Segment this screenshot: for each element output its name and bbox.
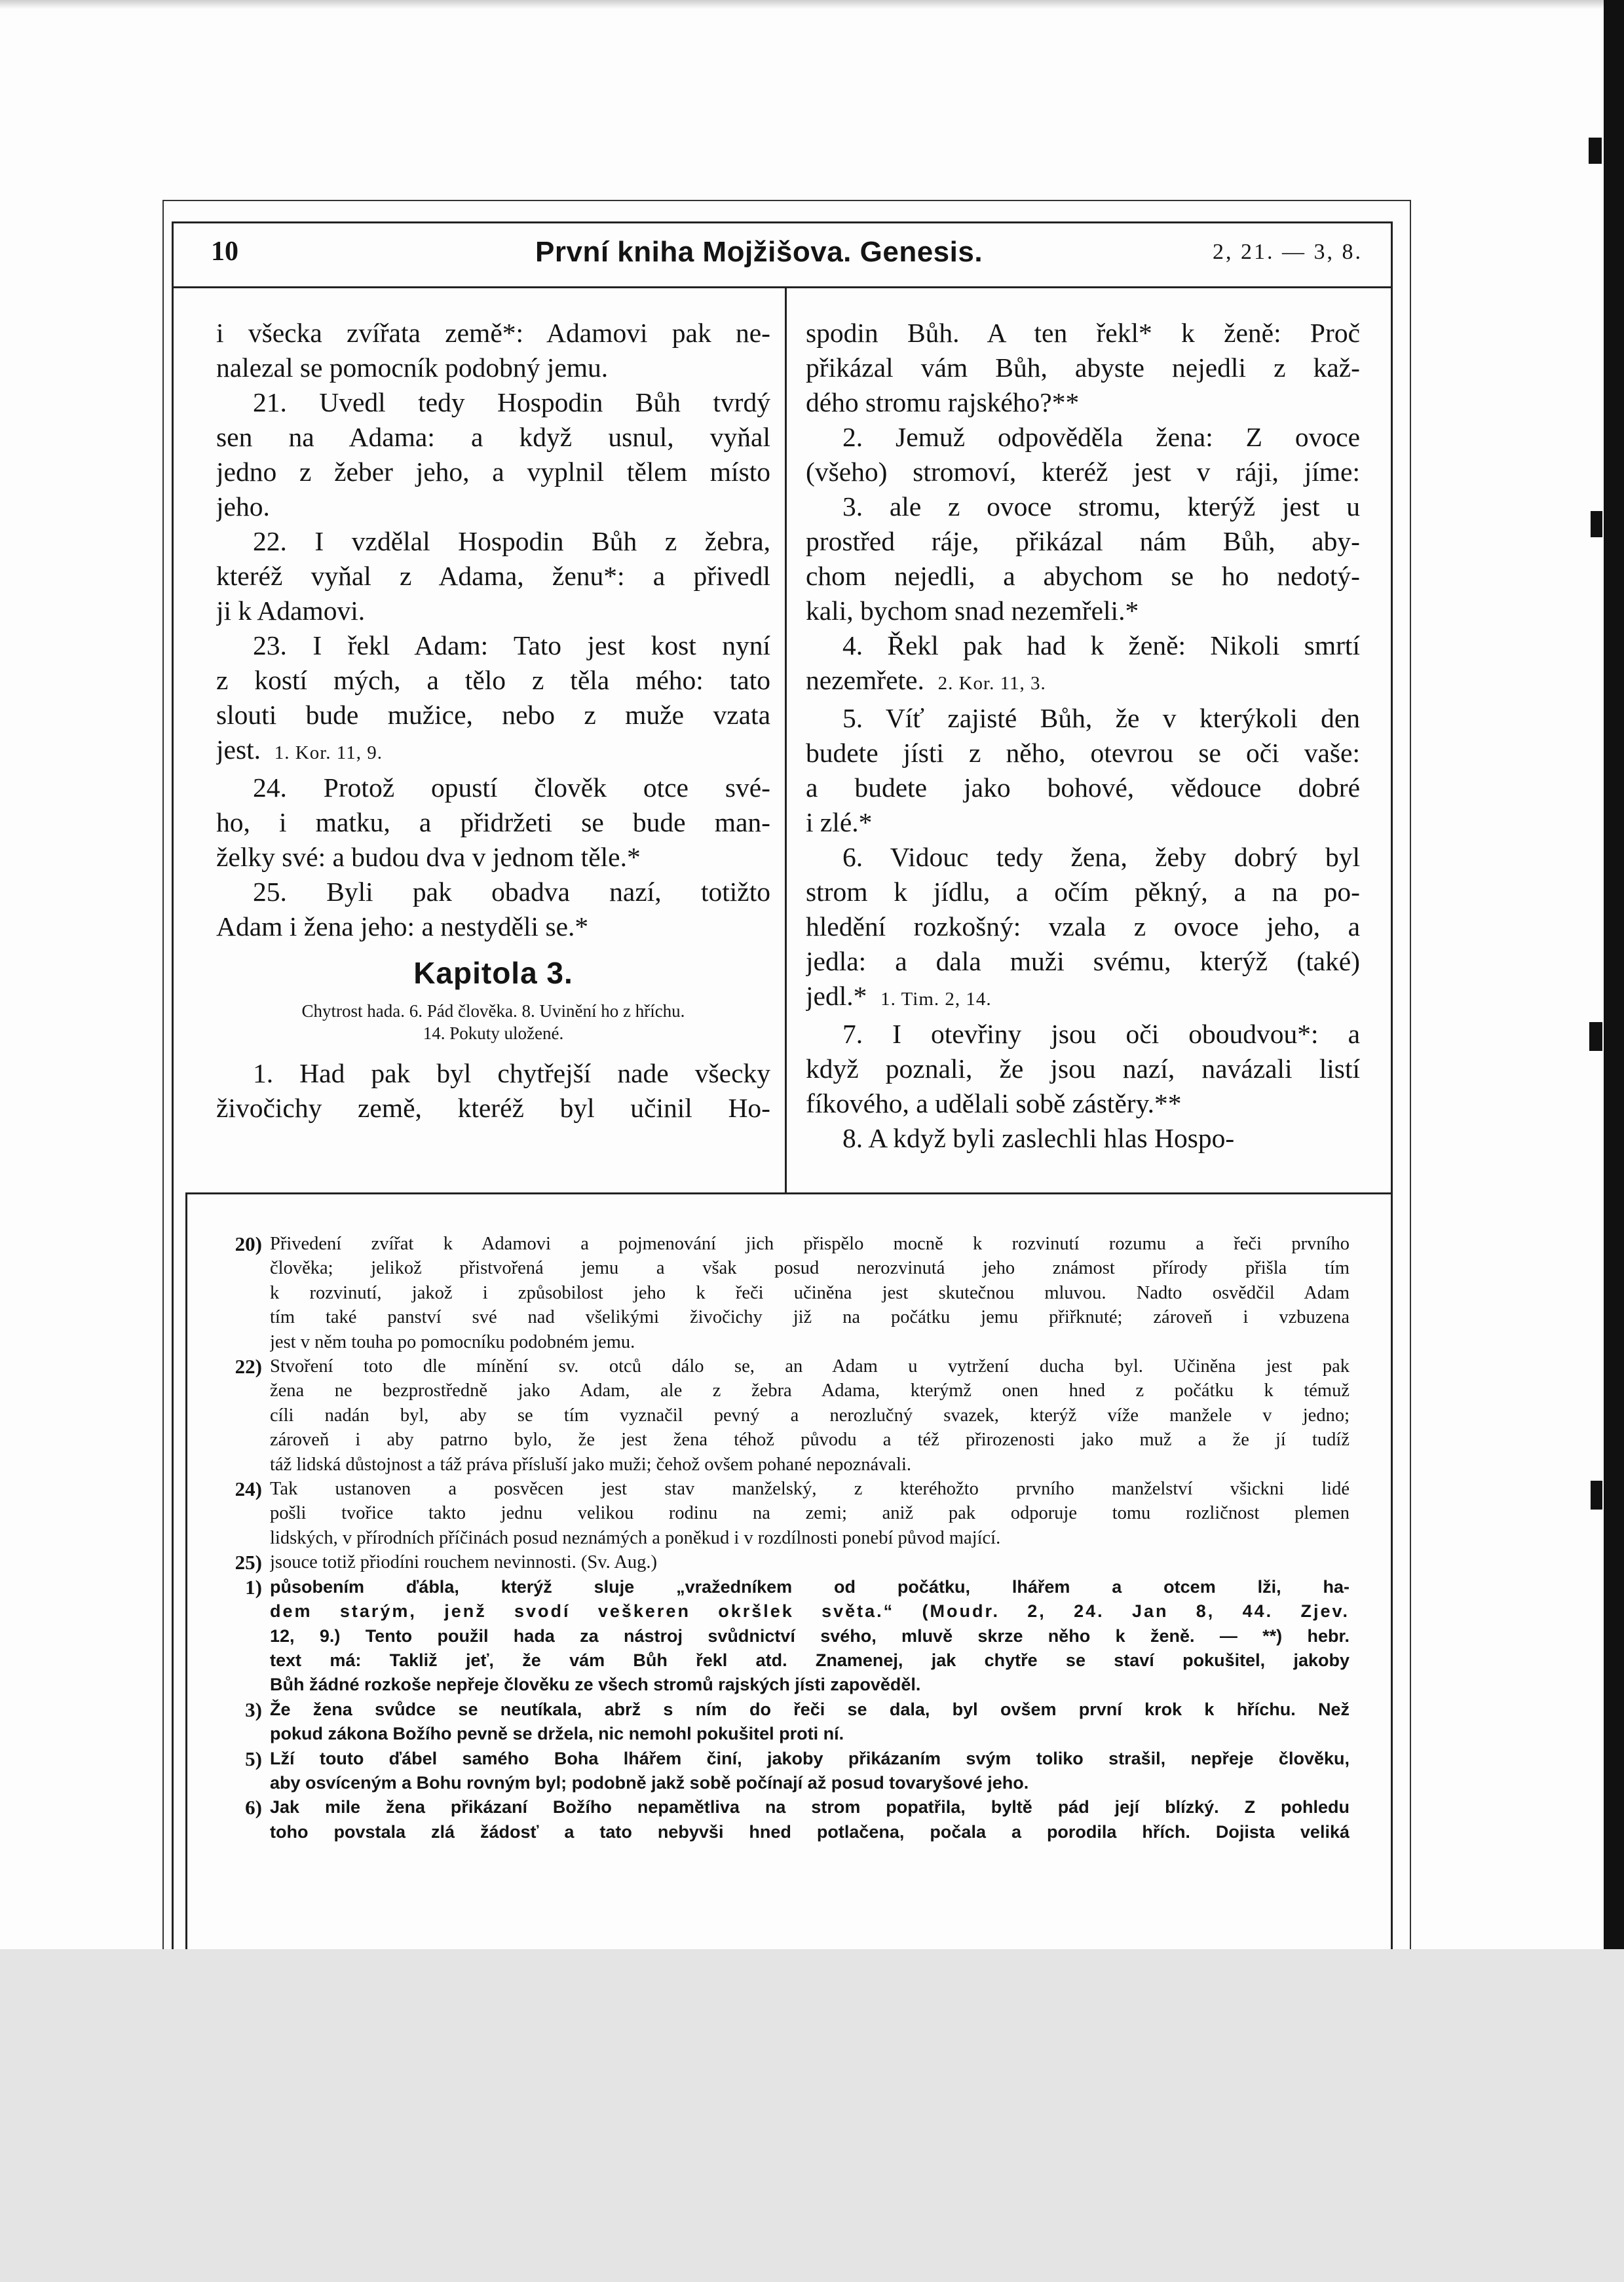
footnote-5 — [216, 1747, 1350, 1796]
scan-speck — [1589, 1022, 1602, 1051]
verse-25: 25. Byli pak obadva nazí, totižto — [253, 877, 770, 907]
text-line — [216, 732, 770, 770]
footnote-line: pokud zákona Božího pevně se držela, nic nemohl pokušitel proti ní. — [270, 1724, 844, 1744]
footnote-line: toho povstala zlá žádosť a tato nebyvši hned potlačena, počala a porodila hřích. Dojista veliká — [270, 1821, 1350, 1842]
footnote-label: 6) — [245, 1796, 262, 1819]
footnote-line: Bůh žádné rozkoše nepřeje člověku ze všech stromů rajských jísti zapověděl. — [270, 1675, 921, 1695]
footnote-line: Jak mile žena přikázaní Božího nepamětliva na strom popatřila, byltě pád její blízký. Z pohledu — [270, 1797, 1350, 1817]
verse-21: 21. Uvedl tedy Hospodin Bůh tvrdý — [253, 387, 770, 417]
text-line — [806, 979, 1360, 1017]
verse-7: 7. I otevřiny jsou oči oboudvou*: a — [842, 1019, 1360, 1049]
text-line: ho, i matku, a přidržeti se bude man- — [216, 807, 770, 837]
text-line: i všecka zvířata země*: Adamovi pak ne- — [216, 318, 770, 348]
footnote-line: táž lidská důstojnost a táž práva přísluší jako muži; čehož ovšem pohané nepoznávali. — [270, 1454, 912, 1475]
footnote-1 — [216, 1575, 1350, 1698]
text-line: želky své: a budou dva v jednom těle.* — [216, 842, 641, 872]
footnote-label: 3) — [245, 1698, 262, 1721]
footnote-line: působením ďábla, kterýž sluje „vražedníkem od počátku, lhářem a otcem lži, ha- — [270, 1576, 1350, 1597]
footnote-label: 24) — [235, 1477, 262, 1501]
text-line: a budete jako bohové, vědouce dobré — [806, 772, 1360, 803]
footnote-line: Stvoření toto dle mínění sv. otců dálo se, an Adam u vytržení ducha byl. Učiněna jest pak — [270, 1356, 1350, 1377]
footnote-line: aby osvíceným a Bohu rovným byl; podobně jakž sobě počínají až posud tovaryšové jeho. — [270, 1772, 1029, 1793]
cross-reference: 1. Kor. 11, 9. — [274, 742, 383, 763]
page-title: První kniha Mojžišova. Genesis. — [535, 236, 983, 268]
left-column — [216, 316, 770, 1126]
footnote-22 — [216, 1354, 1350, 1477]
footnote-line: člověka; jelikož přistvořená jemu a však posud nerozvinutá jeho známost přírody přišla tím — [270, 1258, 1350, 1279]
footnote-line: k rozvinutí, jakož i způsobilost jeho k řeči učiněna jest skutečnou mluvou. Nadto osvědčil Adam — [270, 1282, 1350, 1303]
chapter-reference: 2, 21. — 3, 8. — [1213, 240, 1363, 264]
footnote-line: tím také panství své nad všelikými živočichy již na počátku jemu přiřknuté; zároveň i vzbuzena — [270, 1307, 1350, 1328]
scan-right-edge — [1604, 0, 1624, 1949]
text-line: z kostí mých, a tělo z těla mého: tato — [216, 665, 770, 695]
cross-reference: 1. Tim. 2, 14. — [880, 989, 992, 1010]
text-line: spodin Bůh. A ten řekl* k ženě: Proč — [806, 318, 1360, 348]
footnote-20 — [216, 1232, 1350, 1354]
footnote-line: text má: Takliž jeť, že vám Bůh řekl atd. Znamenej, jak chytře se staví pokušitel, jakoby — [270, 1650, 1350, 1670]
footnote-24 — [216, 1477, 1350, 1550]
scan-speck — [1589, 138, 1602, 164]
text-line: strom k jídlu, a očím pěkný, a na po- — [806, 877, 1360, 907]
footnote-line: Přivedení zvířat k Adamovi a pojmenování jich přispělo mocně k rozvinutí rozumu a řeči prvního — [270, 1234, 1350, 1254]
verse-2: 2. Jemuž odpověděla žena: Z ovoce — [842, 422, 1360, 452]
text-line: fíkového, a udělali sobě zástěry.** — [806, 1088, 1182, 1118]
footnote-line: cíli nadán byl, aby se tím vyznačil pevný a nerozlučný svazek, kterýž víže manžele v jedno; — [270, 1405, 1350, 1426]
footnote-label: 1) — [245, 1575, 262, 1599]
text-line: ji k Adamovi. — [216, 596, 366, 626]
footnote-line: lidských, v přírodních příčinách posud neznámých a poněkud i v rozdílnosti ponebí původ mající. — [270, 1527, 1001, 1548]
text-line: nalezal se pomocník podobný jemu. — [216, 352, 609, 383]
verse-6: 6. Vidouc tedy žena, žeby dobrý byl — [842, 842, 1360, 872]
footnote-label: 25) — [235, 1551, 262, 1574]
verse-24: 24. Protož opustí člověk otce své- — [253, 772, 770, 803]
footnote-label: 22) — [235, 1355, 262, 1379]
text-line: (všeho) stromoví, kteréž jest v ráji, jíme: — [806, 457, 1360, 487]
text-line: hledění rozkošný: vzala z ovoce jeho, a — [806, 911, 1360, 941]
text-line: i zlé.* — [806, 807, 873, 837]
verse-4: 4. Řekl pak had k ženě: Nikoli smrtí — [842, 630, 1360, 660]
footnote-line: jsouce totiž přiodíni rouchem nevinnosti. (Sv. Aug.) — [270, 1552, 658, 1573]
text-line: živočichy země, kteréž byl učinil Ho- — [216, 1093, 770, 1123]
scan-top-shadow — [0, 0, 1624, 9]
footnote-line: pošli tvořice takto jednu velikou rodinu na zemi; aniž pak odporuje tomu rozličnost plemen — [270, 1503, 1350, 1524]
right-column — [806, 316, 1360, 1156]
text-line: jedno z žeber jeho, a vyplnil tělem místo — [216, 457, 770, 487]
text-fragment: jest. — [216, 734, 261, 765]
text-line: přikázal vám Bůh, abyste nejedli z kaž- — [806, 352, 1360, 383]
verse-23: 23. I řekl Adam: Tato jest kost nyní — [253, 630, 770, 660]
footnote-line: Že žena svůdce se neutíkala, abrž s ním do řeči se dala, byl ovšem první krok k hříchu. Než — [270, 1699, 1350, 1719]
scan-speck — [1591, 1481, 1602, 1510]
scan-speck — [1591, 511, 1602, 537]
footnote-line: Lží touto ďábel samého Boha lhářem činí, jakoby přikázaním svým toliko strašil, nepřeje člověku, — [270, 1748, 1350, 1768]
footnote-line: dem starým, jenž svodí veškeren okršlek světa.“ (Moudr. 2, 24. Jan 8, 44. Zjev. — [270, 1601, 1350, 1622]
verse-5: 5. Víť zajisté Bůh, že v kterýkoli den — [842, 703, 1360, 733]
footnote-label: 5) — [245, 1747, 262, 1770]
column-divider — [785, 288, 787, 1192]
chapter-heading: Kapitola 3. — [413, 956, 573, 990]
footnote-line: zároveň i aby patrno bylo, že jest žena téhož původu a též přirozenosti jako muž a že jí tudíž — [270, 1430, 1350, 1451]
verse-1: 1. Had pak byl chytřejší nade všecky — [253, 1058, 770, 1088]
viewer-background — [0, 1949, 1624, 2282]
cross-reference: 2. Kor. 11, 3. — [937, 673, 1046, 694]
footnote-line: žena ne bezprostředně jako Adam, ale z žebra Adama, kterýmž onen hned z počátku k témuž — [270, 1380, 1350, 1401]
text-fragment: jedl.* — [806, 981, 867, 1011]
text-line: kteréž vyňal z Adama, ženu*: a přivedl — [216, 561, 770, 591]
page-number: 10 — [211, 237, 238, 267]
footnote-line: 12, 9.) Tento použil hada za nástroj svůdnictví svého, mluvě skrze něho k ženě. — **) hebr. — [270, 1626, 1350, 1646]
chapter-summary-line: 14. Pokuty uložené. — [423, 1023, 564, 1043]
text-line: prostřed ráje, přikázal nám Bůh, aby- — [806, 526, 1360, 556]
footnote-25 — [216, 1550, 1350, 1574]
footnote-6 — [216, 1795, 1350, 1844]
text-line: Adam i žena jeho: a nestyděli se.* — [216, 911, 589, 941]
footnote-3 — [216, 1698, 1350, 1747]
text-fragment: nezemřete. — [806, 665, 924, 695]
verse-22: 22. I vzdělal Hospodin Bůh z žebra, — [253, 526, 770, 556]
text-line: slouti bude mužice, nebo z muže vzata — [216, 700, 770, 730]
footnote-label: 20) — [235, 1232, 262, 1255]
text-line: sen na Adama: a když usnul, vyňal — [216, 422, 770, 452]
footnotes — [216, 1232, 1350, 1844]
text-line: dého stromu rajského?** — [806, 387, 1080, 417]
text-line: jeho. — [216, 491, 270, 522]
footnote-frame-left — [185, 1194, 187, 1949]
text-line: jedla: a dala muži svému, kterýž (také) — [806, 946, 1360, 976]
text-line: kali, bychom snad nezemřeli.* — [806, 596, 1139, 626]
text-line: když poznali, že jsou nazí, navázali listí — [806, 1054, 1360, 1084]
text-line — [806, 663, 1360, 701]
verse-3: 3. ale z ovoce stromu, kterýž jest u — [842, 491, 1360, 522]
verse-8: 8. A když byli zaslechli hlas Hospo- — [842, 1123, 1235, 1153]
footnote-rule — [185, 1192, 1393, 1194]
chapter-summary-line: Chytrost hada. 6. Pád člověka. 8. Uvinění ho z hříchu. — [301, 1001, 685, 1021]
running-header — [197, 236, 1369, 275]
header-rule — [173, 286, 1391, 288]
footnote-line: jest v něm touha po pomocníku podobném jemu. — [270, 1331, 635, 1352]
text-line: chom nejedli, a abychom se ho nedotý- — [806, 561, 1360, 591]
text-line: budete jísti z něho, otevrou se oči vaše: — [806, 738, 1360, 768]
footnote-line: Tak ustanoven a posvěcen jest stav manželský, z kteréhožto prvního manželství všickni lidé — [270, 1479, 1350, 1500]
